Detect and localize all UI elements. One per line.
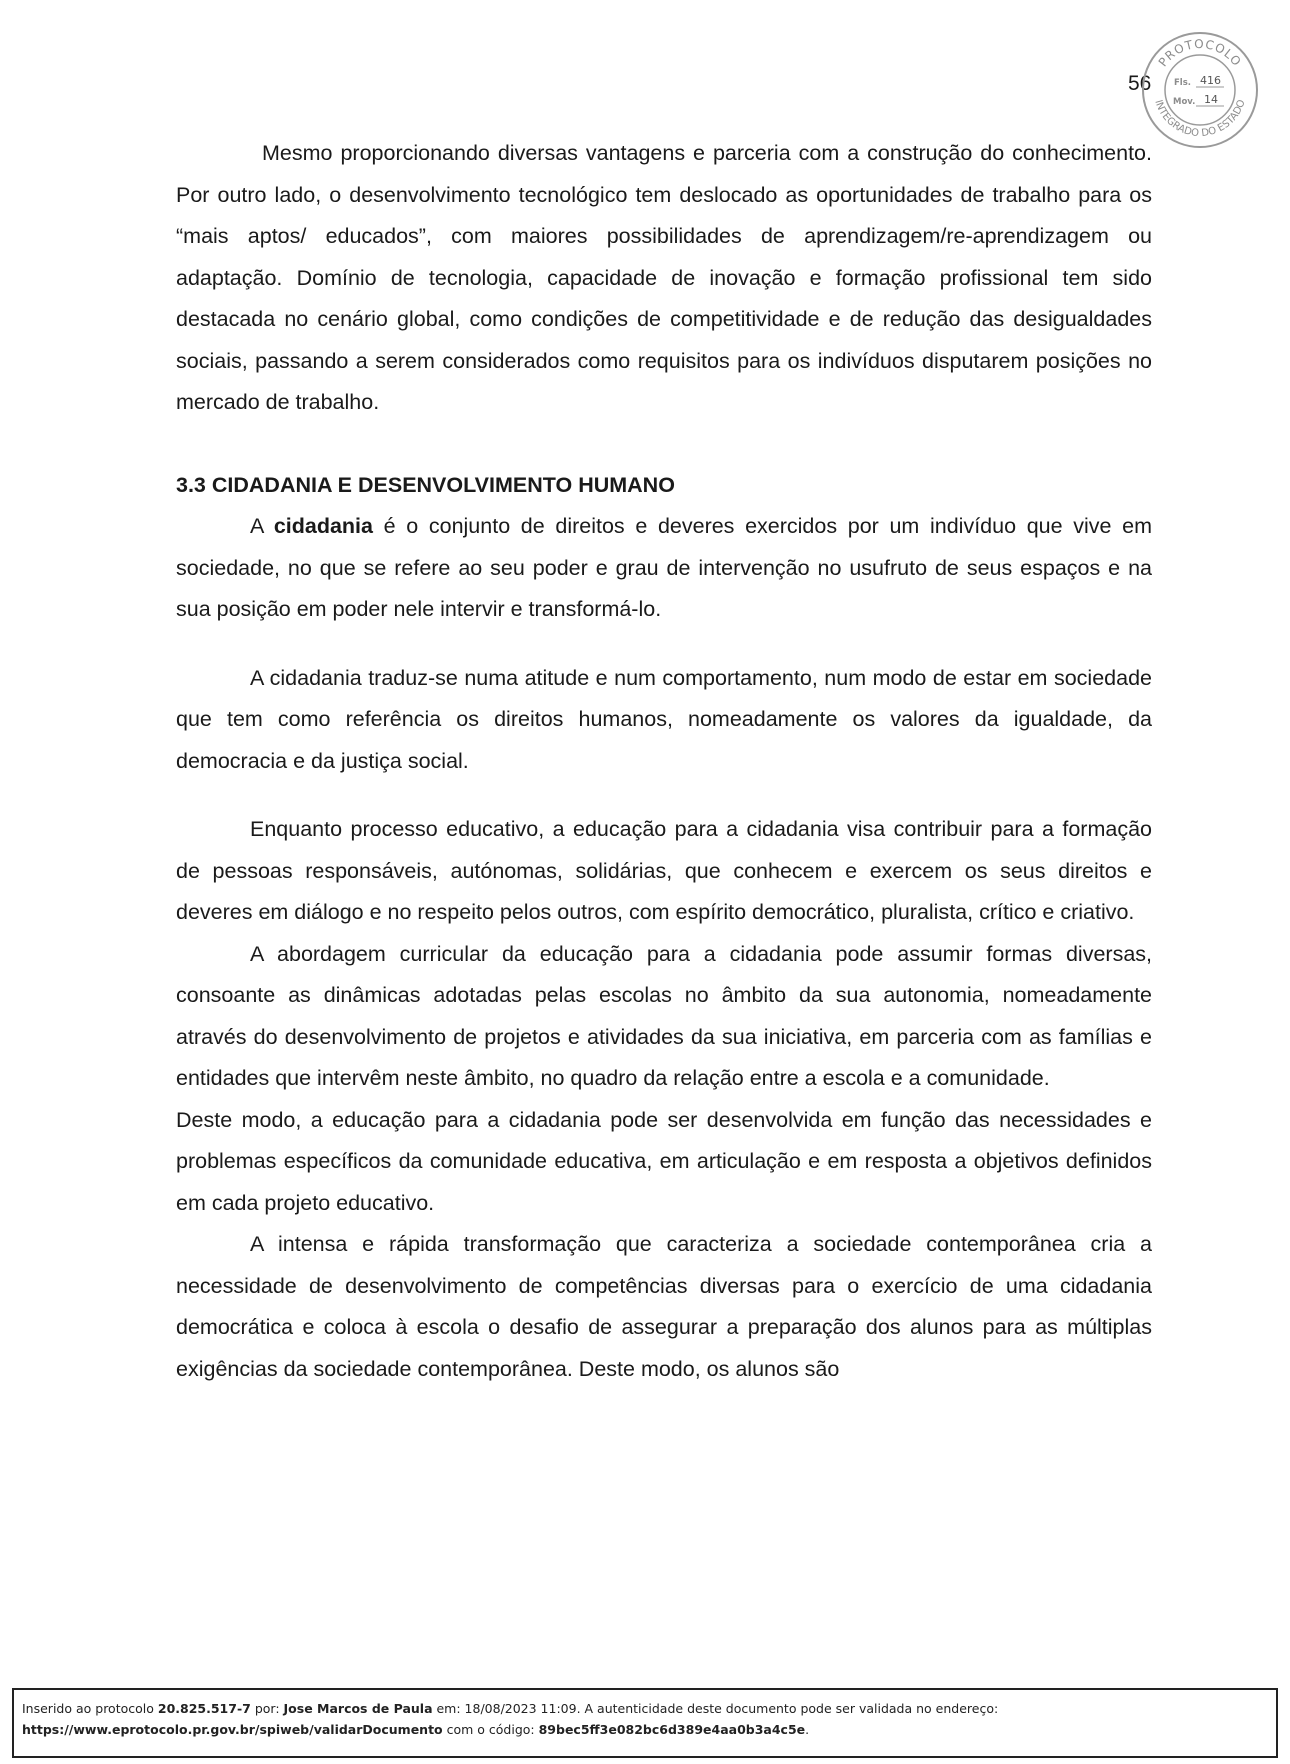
stamp-mov-value: 14 — [1204, 93, 1218, 106]
svg-text:INTEGRADO DO ESTADO — [1152, 98, 1247, 139]
protocol-stamp — [1140, 30, 1260, 150]
footer-line-1 — [22, 1698, 1268, 1719]
footer-validation-code: 89bec5ff3e082bc6d389e4aa0b3a4c5e — [538, 1722, 806, 1737]
authenticity-footer — [12, 1688, 1278, 1758]
paragraph-2-rest: é o conjunto de direitos e deveres exercidos por um indivíduo que vive em sociedade, no que se refere ao seu poder e grau de intervenção no usufruto de seus espaços e na sua posição em poder nele intervir e transformá-lo. — [176, 514, 1152, 621]
paragraph-2-lead: A — [250, 514, 274, 538]
footer-text-1: Inserido ao protocolo — [22, 1701, 158, 1716]
paragraph-3: A cidadania traduz-se numa atitude e num comportamento, num modo de estar em sociedade que tem como referência os direitos humanos, nomeadamente os valores da igualdade, da democracia e da justiça social. — [176, 665, 1152, 773]
paragraph-5: A abordagem curricular da educação para a cidadania pode assumir formas diversas, consoante as dinâmicas adotadas pelas escolas no âmbito da sua autonomia, nomeadamente através do desenvolvimento de projetos e atividades da sua iniciativa, em parceria com as famílias e entidades que intervêm neste âmbito, no quadro da relação entre a escola e a comunidade. — [176, 941, 1152, 1090]
footer-line-2 — [22, 1719, 1268, 1740]
section-heading: 3.3 CIDADANIA E DESENVOLVIMENTO HUMANO — [176, 472, 675, 497]
document-body — [176, 133, 1152, 1390]
footer-text-2: por: — [250, 1701, 284, 1716]
protocol-stamp-seal — [1140, 30, 1260, 150]
footer-validation-url[interactable]: https://www.eprotocolo.pr.gov.br/spiweb/validarDocumento — [22, 1722, 443, 1737]
stamp-ring-bottom: INTEGRADO DO ESTADO — [1152, 98, 1248, 140]
paragraph-7: A intensa e rápida transformação que caracteriza a sociedade contemporânea cria a necessidade de desenvolvimento de competências diversas para o exercício de uma cidadania democrática e coloca à escola o desafio de assegurar a preparação dos alunos para as múltiplas exigências da sociedade contemporânea. Deste modo, os alunos são — [176, 1232, 1152, 1381]
stamp-fls-label: Fls. — [1174, 78, 1192, 88]
footer-text-3: em: 18/08/2023 11:09. A autenticidade deste documento pode ser validada no endereço: — [432, 1701, 999, 1716]
footer-protocol-number: 20.825.517-7 — [157, 1701, 251, 1716]
footer-text-4: com o código: — [442, 1722, 539, 1737]
stamp-ring-top: PROTOCOLO — [1155, 36, 1245, 70]
stamp-fls-value: 416 — [1200, 74, 1221, 87]
footer-text-5: . — [805, 1722, 810, 1737]
paragraph-2-bold-term: cidadania — [273, 514, 373, 538]
page-number: 56 — [1128, 72, 1152, 95]
paragraph-1: Mesmo proporcionando diversas vantagens e parceria com a construção do conhecimento. Por outro lado, o desenvolvimento tecnológico tem deslocado as oportunidades de trabalho para os “mais aptos/ educados”, com maiores possibilidades de aprendizagem/re-aprendizagem ou adaptação. Domínio de tecnologia, capacidade de inovação e formação profissional tem sido destacada no cenário global, como condições de competitividade e de redução das desigualdades sociais, passando a serem considerados como requisitos para os indivíduos disputarem posições no mercado de trabalho. — [176, 141, 1152, 414]
paragraph-2 — [176, 506, 1152, 631]
paragraph-6: Deste modo, a educação para a cidadania pode ser desenvolvida em função das necessidades e problemas específicos da comunidade educativa, em articulação e em resposta a objetivos definidos em cada projeto educativo. — [176, 1107, 1152, 1215]
paragraph-4: Enquanto processo educativo, a educação para a cidadania visa contribuir para a formação de pessoas responsáveis, autónomas, solidárias, que conhecem e exercem os seus direitos e deveres em diálogo e no respeito pelos outros, com espírito democrático, pluralista, crítico e criativo. — [176, 817, 1152, 924]
stamp-mov-label: Mov. — [1173, 97, 1196, 107]
footer-author: Jose Marcos de Paula — [283, 1701, 433, 1716]
